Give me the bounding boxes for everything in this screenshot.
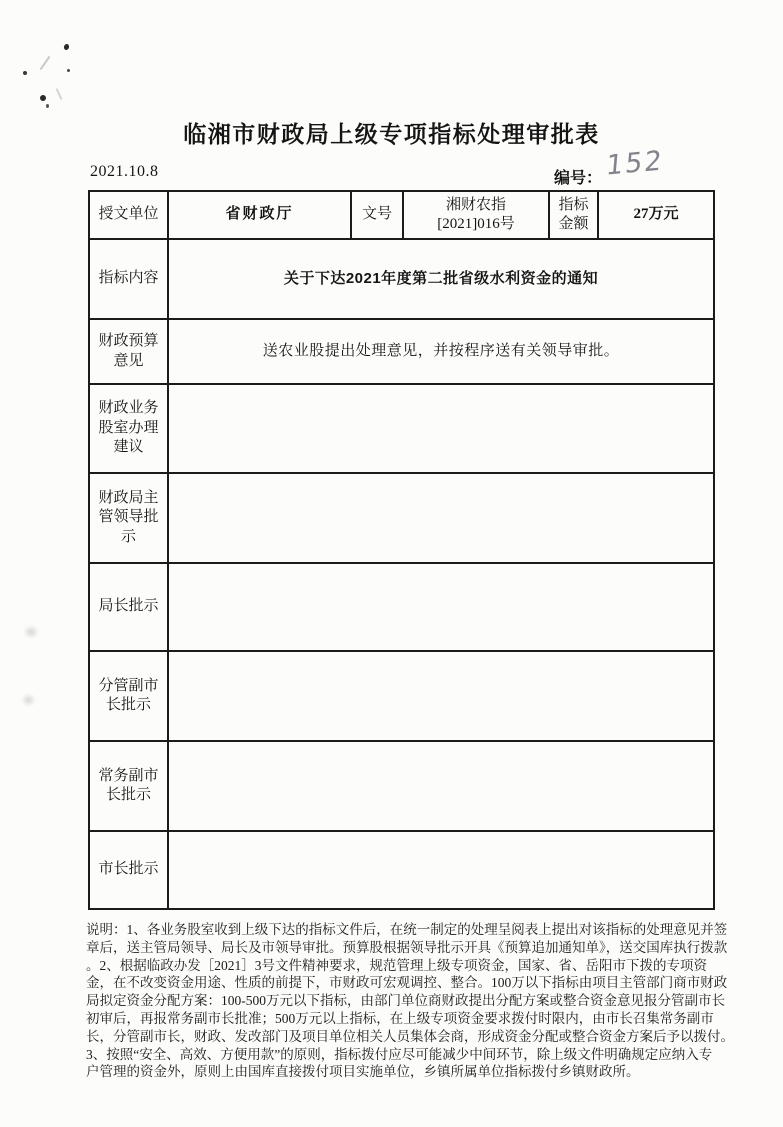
notes-section [86,921,768,1081]
approval-table [88,190,715,910]
table-row [89,651,714,741]
amount-value-cell: 27万元 [598,191,714,239]
table-row [89,831,714,909]
table-row [89,319,714,384]
row-label-cell: 常务副市长批示 [89,741,168,831]
doc-number-value-cell [403,191,549,239]
doc-number-label-cell: 文号 [351,191,403,239]
row-label-cell: 财政局主管领导批示 [89,473,168,563]
table-row [89,239,714,319]
table-row [89,563,714,651]
row-value-cell [168,831,714,909]
row-value-cell: 关于下达2021年度第二批省级水利资金的通知 [168,239,714,319]
row-label-cell: 市长批示 [89,831,168,909]
note-line: 局拟定资金分配方案：100-500万元以下指标，由部门单位商财政提出分配方案或整合资金意见报分管副市长 [86,993,725,1009]
note-line: 说明：1、各业务股室收到上级下达的指标文件后，在统一制定的处理呈阅表上提出对该指标的处理意见并签 [86,922,728,937]
note-line: 3、按照“安全、高效、方便用款”的原则，指标拨付应尽可能减少中间环节，除上级文件明确规定应纳入专 [86,1046,713,1062]
scan-speck [23,71,27,75]
form-date: 2021.10.8 [90,163,159,180]
row-value-cell: 送农业股提出处理意见，并按程序送有关领导审批。 [168,319,714,384]
note-line: 。2、根据临政办发［2021］3号文件精神要求，规范管理上级专项资金，国家、省、岳阳市下拨的专项资 [86,957,707,973]
scan-speck [67,69,70,72]
note-line: 初审后，再报常务副市长批准；500万元以上指标，在上级专项资金要求拨付时限内，由市长召集常务副市 [86,1010,714,1026]
amount-label-cell: 指标金额 [549,191,598,239]
scan-smudge [26,628,36,636]
row-value-cell [168,563,714,651]
row-value-cell [168,384,714,473]
row-label-cell: 局长批示 [89,563,168,651]
page-title: 临湘市财政局上级专项指标处理审批表 [183,121,600,147]
table-row [89,473,714,563]
row-value-cell [168,651,714,741]
row-value-cell [168,741,714,831]
row-label-cell: 分管副市长批示 [89,651,168,741]
scan-pencil-stroke [40,56,51,70]
issuer-value-cell: 省财政厅 [168,191,351,239]
doc-number-line2: [2021]016号 [437,216,515,232]
note-line: 长，分管副市长，财政、发改部门及项目单位相关人员集体会商，形成资金分配或整合资金方案后予以拨付。 [86,1028,734,1044]
row-label-cell: 财政预算意见 [89,319,168,384]
note-line: 章后，送主管局领导、局长及市领导审批。预算股根据领导批示开具《预算追加通知单》，送交国库执行拨款 [86,939,728,955]
scan-smudge [24,696,33,704]
table-row [89,741,714,831]
serial-number-handwritten: 152 [604,145,665,182]
row-label-cell: 指标内容 [89,239,168,319]
note-line: 金，在不改变资金用途、性质的前提下，市财政可宏观调控、整合。100万以下指标由项目主管部门商市财政 [86,975,728,991]
scan-speck [63,43,70,50]
row-label-cell: 财政业务股室办理建议 [89,384,168,473]
scan-speck [40,95,46,101]
issuer-label-cell: 授文单位 [89,191,168,239]
table-row [89,384,714,473]
scan-speck [46,104,49,108]
scan-pencil-stroke [56,88,63,100]
row-value-cell [168,473,714,563]
table-row [89,191,714,239]
note-line: 户管理的资金外，原则上由国库直接拨付项目实施单位，乡镇所属单位指标拨付乡镇财政所。 [86,1064,640,1080]
doc-number-line1: 湘财农指 [445,196,506,213]
serial-number-label: 编号： [554,170,603,187]
